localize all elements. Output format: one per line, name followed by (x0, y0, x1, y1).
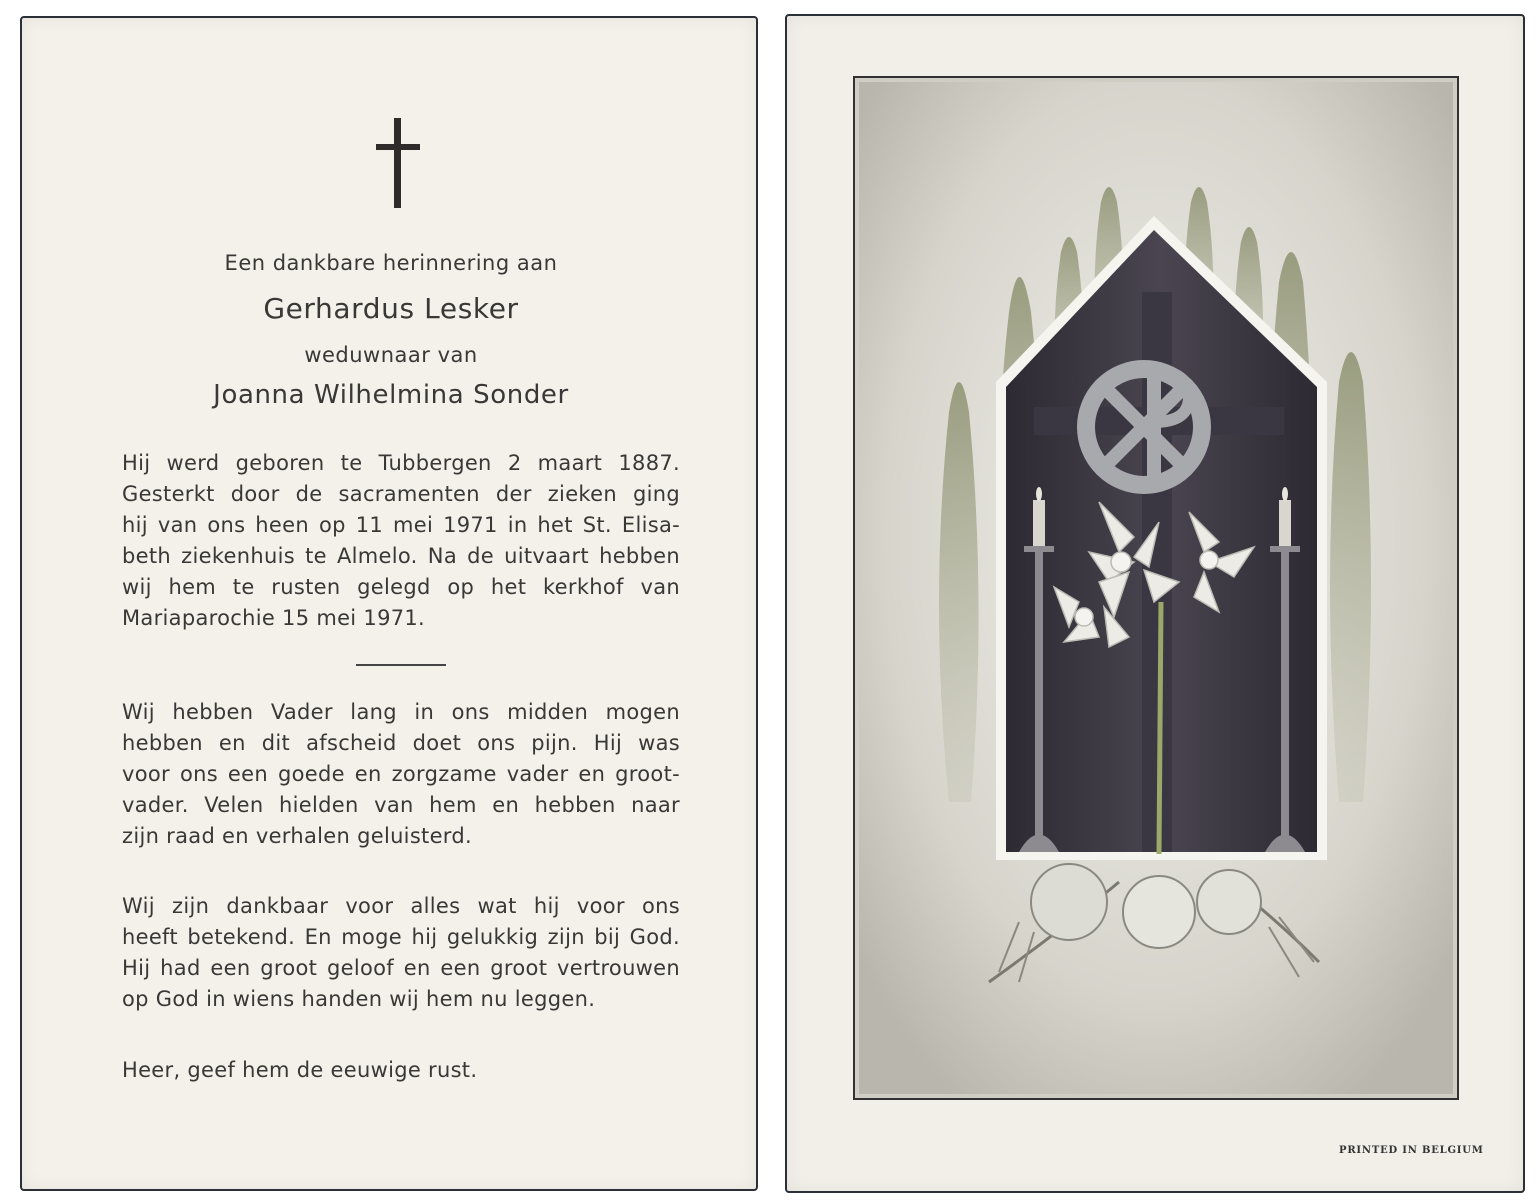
text-line: beth ziekenhuis te Almelo. Na de uitvaart hebben (122, 544, 680, 568)
gratitude-paragraph (122, 891, 680, 1015)
text-line: Heer, geef hem de eeuwige rust. (122, 1058, 478, 1082)
text-line: wij hem te rusten gelegd op het kerkhof van (122, 575, 680, 599)
text-line: heeft betekend. En moge hij gelukkig zijn bij God. (122, 925, 680, 949)
biography-paragraph (122, 448, 680, 634)
text-line: Mariaparochie 15 mei 1971. (122, 606, 426, 630)
divider (356, 664, 446, 666)
intro-line: Een dankbare herinnering aan (224, 251, 558, 275)
text-line: hij van ons heen op 11 mei 1971 in het St. Elisa- (122, 513, 680, 537)
text-line: Hij had een groot geloof en een groot vertrouwen (122, 956, 680, 980)
text-line: Wij zijn dankbaar voor alles wat hij voor ons (122, 894, 680, 918)
tribute-paragraph (122, 697, 680, 852)
illustration-frame (853, 76, 1459, 1100)
text-line: hebben en dit afscheid doet ons pijn. Hij was (122, 731, 680, 755)
printed-in-label: PRINTED IN BELGIUM (1339, 1145, 1484, 1156)
memorial-card-image-side (785, 14, 1525, 1193)
lily-stem (1159, 602, 1161, 854)
text-line: vader. Velen hielden van hem en hebben naar (122, 793, 680, 817)
memorial-card-text-side (20, 16, 758, 1191)
cross-icon (376, 118, 420, 208)
text-line: voor ons een goede en zorgzame vader en groot- (122, 762, 680, 786)
text-line: Hij werd geboren te Tubbergen 2 maart 1887. (122, 451, 680, 475)
deceased-name: Gerhardus Lesker (263, 292, 519, 325)
spouse-name: Joanna Wilhelmina Sonder (213, 380, 569, 410)
chi-rho-illustration (859, 82, 1453, 1094)
relation-line: weduwnaar van (304, 343, 478, 367)
text-line: zijn raad en verhalen geluisterd. (122, 824, 472, 848)
prayer-line (122, 1055, 680, 1086)
text-line: Gesterkt door de sacramenten der zieken ging (122, 482, 680, 506)
text-line: Wij hebben Vader lang in ons midden mogen (122, 700, 680, 724)
text-line: op God in wiens handen wij hem nu leggen. (122, 987, 596, 1011)
